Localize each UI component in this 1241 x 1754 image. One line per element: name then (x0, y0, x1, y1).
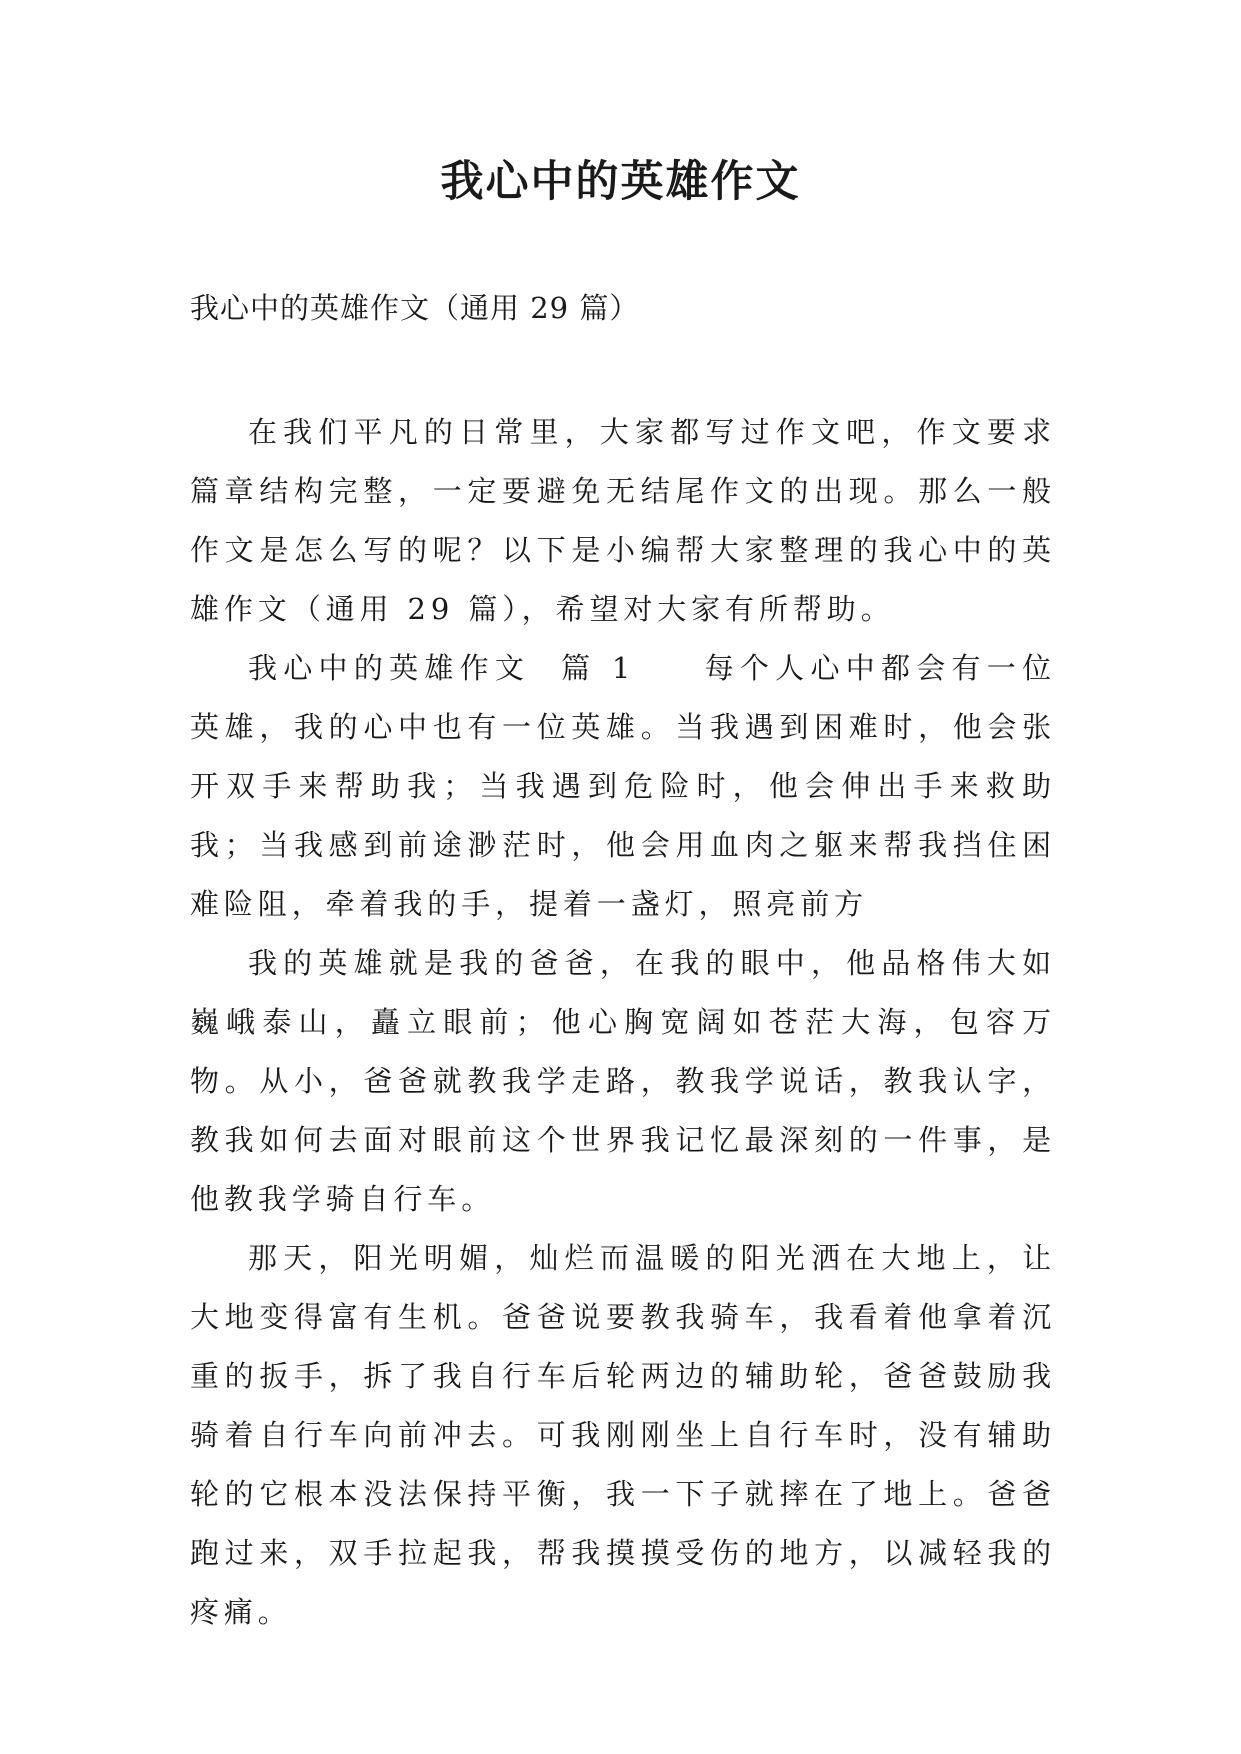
section-heading: 我心中的英雄作文 篇 1 (248, 651, 636, 685)
document-body (190, 403, 1056, 1642)
intro-paragraph: 在我们平凡的日常里，大家都写过作文吧，作文要求篇章结构完整，一定要避免无结尾作文的出现。那么一般作文是怎么写的呢？以下是小编帮大家整理的我心中的英雄作文（通用 29 篇），希望对大家有所帮助。 (190, 415, 1056, 626)
document-title: 我心中的英雄作文 (440, 157, 801, 207)
document-subtitle: 我心中的英雄作文（通用 29 篇） (190, 291, 640, 325)
paragraph-text: 每个人心中都会有一位英雄，我的心中也有一位英雄。当我遇到困难时，他会张开双手来帮助我；当我遇到危险时，他会伸出手来救助我；当我感到前途渺茫时，他会用血肉之躯来帮我挡住困难险阻，牵着我的手，提着一盏灯，照亮前方 (190, 651, 1056, 921)
section-1-paragraph (190, 639, 1056, 934)
body-paragraph: 那天，阳光明媚，灿烂而温暖的阳光洒在大地上，让大地变得富有生机。爸爸说要教我骑车，我看着他拿着沉重的扳手，拆了我自行车后轮两边的辅助轮，爸爸鼓励我骑着自行车向前冲去。可我刚刚坐上自行车时，没有辅助轮的它根本没法保持平衡，我一下子就摔在了地上。爸爸跑过来，双手拉起我，帮我摸摸受伤的地方，以减轻我的疼痛。 (190, 1241, 1056, 1629)
body-paragraph: 我的英雄就是我的爸爸，在我的眼中，他品格伟大如巍峨泰山，矗立眼前；他心胸宽阔如苍茫大海，包容万物。从小，爸爸就教我学走路，教我学说话，教我认字，教我如何去面对眼前这个世界我记忆最深刻的一件事，是他教我学骑自行车。 (190, 946, 1056, 1216)
